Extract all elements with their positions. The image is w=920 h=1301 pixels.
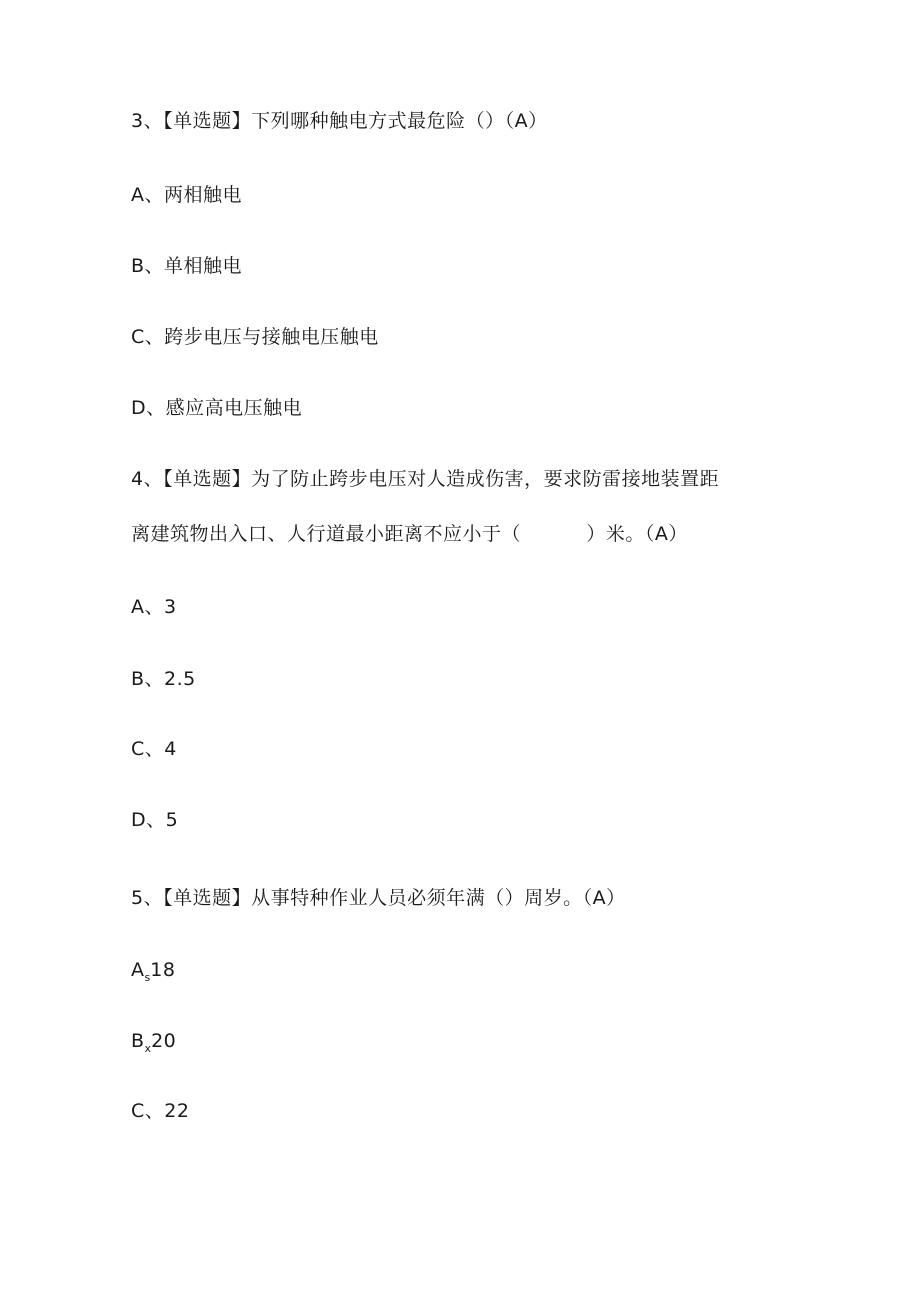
option-value: 20 bbox=[151, 1030, 177, 1052]
question-4-text-line-1: 4、【单选题】为了防止跨步电压对人造成伤害，要求防雷接地装置距 bbox=[131, 468, 720, 490]
question-5-option-a bbox=[131, 958, 175, 985]
question-4-option-b: B、2.5 bbox=[131, 668, 196, 690]
question-4-option-a: A、3 bbox=[131, 596, 177, 618]
question-3-text: 3、【单选题】下列哪种触电方式最危险（）（A） bbox=[131, 110, 548, 132]
question-3-option-c: C、跨步电压与接触电压触电 bbox=[131, 326, 379, 348]
question-5-option-b bbox=[131, 1029, 176, 1056]
question-3-option-a: A、两相触电 bbox=[131, 184, 242, 206]
option-letter: A bbox=[131, 959, 145, 981]
option-letter: B bbox=[131, 1030, 145, 1052]
question-5-option-c: C、22 bbox=[131, 1100, 190, 1122]
option-subscript: x bbox=[144, 1042, 152, 1055]
question-4-option-d: D、5 bbox=[131, 809, 179, 831]
question-4-text-line-2: 离建筑物出入口、人行道最小距离不应小于（ ）米。（A） bbox=[131, 523, 688, 545]
question-3-option-b: B、单相触电 bbox=[131, 255, 243, 277]
question-3-option-d: D、感应高电压触电 bbox=[131, 397, 303, 419]
option-subscript: s bbox=[144, 971, 151, 984]
option-value: 18 bbox=[150, 959, 176, 981]
question-4-option-c: C、4 bbox=[131, 738, 177, 760]
question-5-text: 5、【单选题】从事特种作业人员必须年满（）周岁。（A） bbox=[131, 887, 626, 909]
